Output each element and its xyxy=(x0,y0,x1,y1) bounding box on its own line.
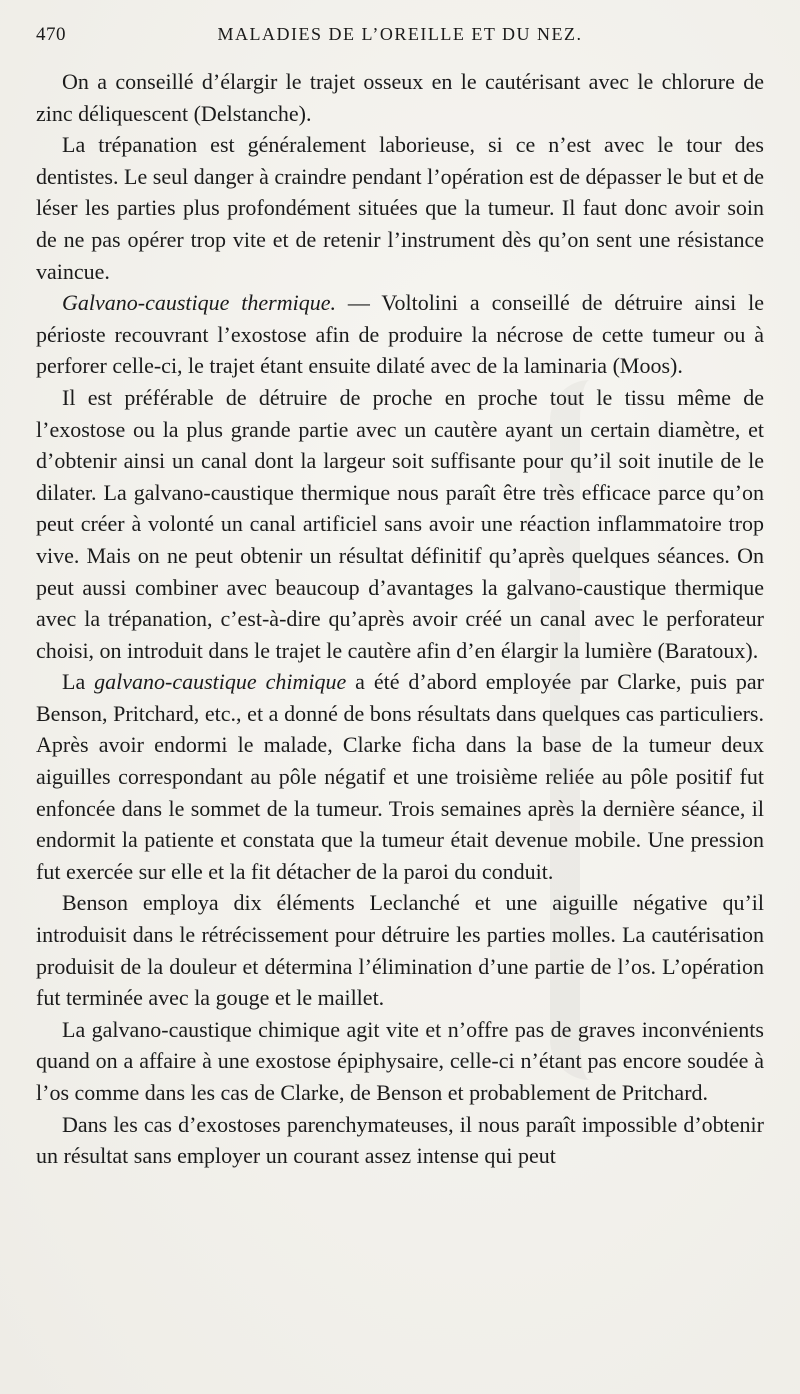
bleed-through-shadow xyxy=(550,380,780,1080)
paragraph-text: La galvano-caustique chimique agit vite et n’offre pas de graves inconvénients quand on a affaire à une exostose épiphysaire, celle-ci n’étant pas encore soudée à l’os comme dans les cas de Clarke, de Benson et probablement de Pritchard. xyxy=(36,1016,764,1105)
paragraph-text: Il est préférable de détruire de proche en proche tout le tissu même de l’exostose ou la plus grande partie avec un cautère ayant un certain diamètre, et d’obtenir ainsi un canal dont la largeur soit suffisante pour qu’il soit inutile de le dilater. La galvano-caustique thermique nous paraît être très efficace parce qu’on peut créer à volonté un canal artificiel sans avoir une réaction inflammatoire trop vive. Mais on ne peut obtenir un résultat définitif qu’après quelques séances. On peut aussi combiner avec beaucoup d’avantages la galvano-caustique thermique avec la trépanation, c’est-à-dire qu’après avoir créé un canal avec le perforateur choisi, on introduit dans le trajet le cautère afin d’en élargir la lumière (Baratoux). xyxy=(36,384,764,663)
paragraph-text: La trépanation est généralement laborieuse, si ce n’est avec le tour des dentistes. Le seul danger à craindre pendant l’opération est de dépasser le but et de léser les parties plus profondément situées que la tumeur. Il faut donc avoir soin de ne pas opérer trop vite et de retenir l’instrument dès qu’on sent une résistance vaincue. xyxy=(36,132,764,284)
paragraph-1 xyxy=(36,66,764,129)
running-title: MALADIES DE L’OREILLE ET DU NEZ. xyxy=(217,24,583,44)
paragraph-8 xyxy=(36,1109,764,1172)
paragraph-3 xyxy=(36,287,764,382)
paragraph-text: On a conseillé d’élargir le trajet osseux en le cautérisant avec le chlorure de zinc déliquescent (Delstanche). xyxy=(36,69,764,126)
page-number: 470 xyxy=(36,24,66,45)
paragraph-text: Benson employa dix éléments Leclanché et une aiguille négative qu’il introduisit dans le rétrécissement pour détruire les parties molles. La cautérisation produisit de la douleur et détermina l’élimination d’une partie de l’os. L’opération fut terminée avec la gouge et le maillet. xyxy=(36,890,764,1011)
paragraph-2 xyxy=(36,129,764,287)
paragraph-text: — Voltolini a conseillé de détruire ainsi le périoste recouvrant l’exostose afin de produire la nécrose de cette tumeur ou à perforer celle-ci, le trajet étant ensuite dilaté avec de la laminaria (Moos). xyxy=(36,290,764,379)
paragraph-text: Dans les cas d’exostoses parenchymateuses, il nous paraît impossible d’obtenir un résultat sans employer un courant assez intense qui peut xyxy=(36,1111,764,1169)
page-header xyxy=(36,24,764,64)
italic-term: galvano-caustique chimique xyxy=(94,669,347,695)
paragraph-prefix: La xyxy=(62,669,95,695)
paragraph-text: a été d’abord employée par Clarke, puis par Benson, Pritchard, etc., et a donné de bons résultats dans quelques cas particuliers. Après avoir endormi le malade, Clarke ficha dans la base de la tumeur deux aiguilles correspondant au pôle négatif et une troisième reliée au pôle positif fut enfoncée dans le sommet de la tumeur. Trois semaines après la dernière séance, il endormit la patiente et constata que la tumeur était devenue mobile. Une pression fut exercée sur elle et la fit détacher de la paroi du conduit. xyxy=(36,669,764,884)
section-heading-italic: Galvano-caustique thermique. xyxy=(62,290,337,316)
